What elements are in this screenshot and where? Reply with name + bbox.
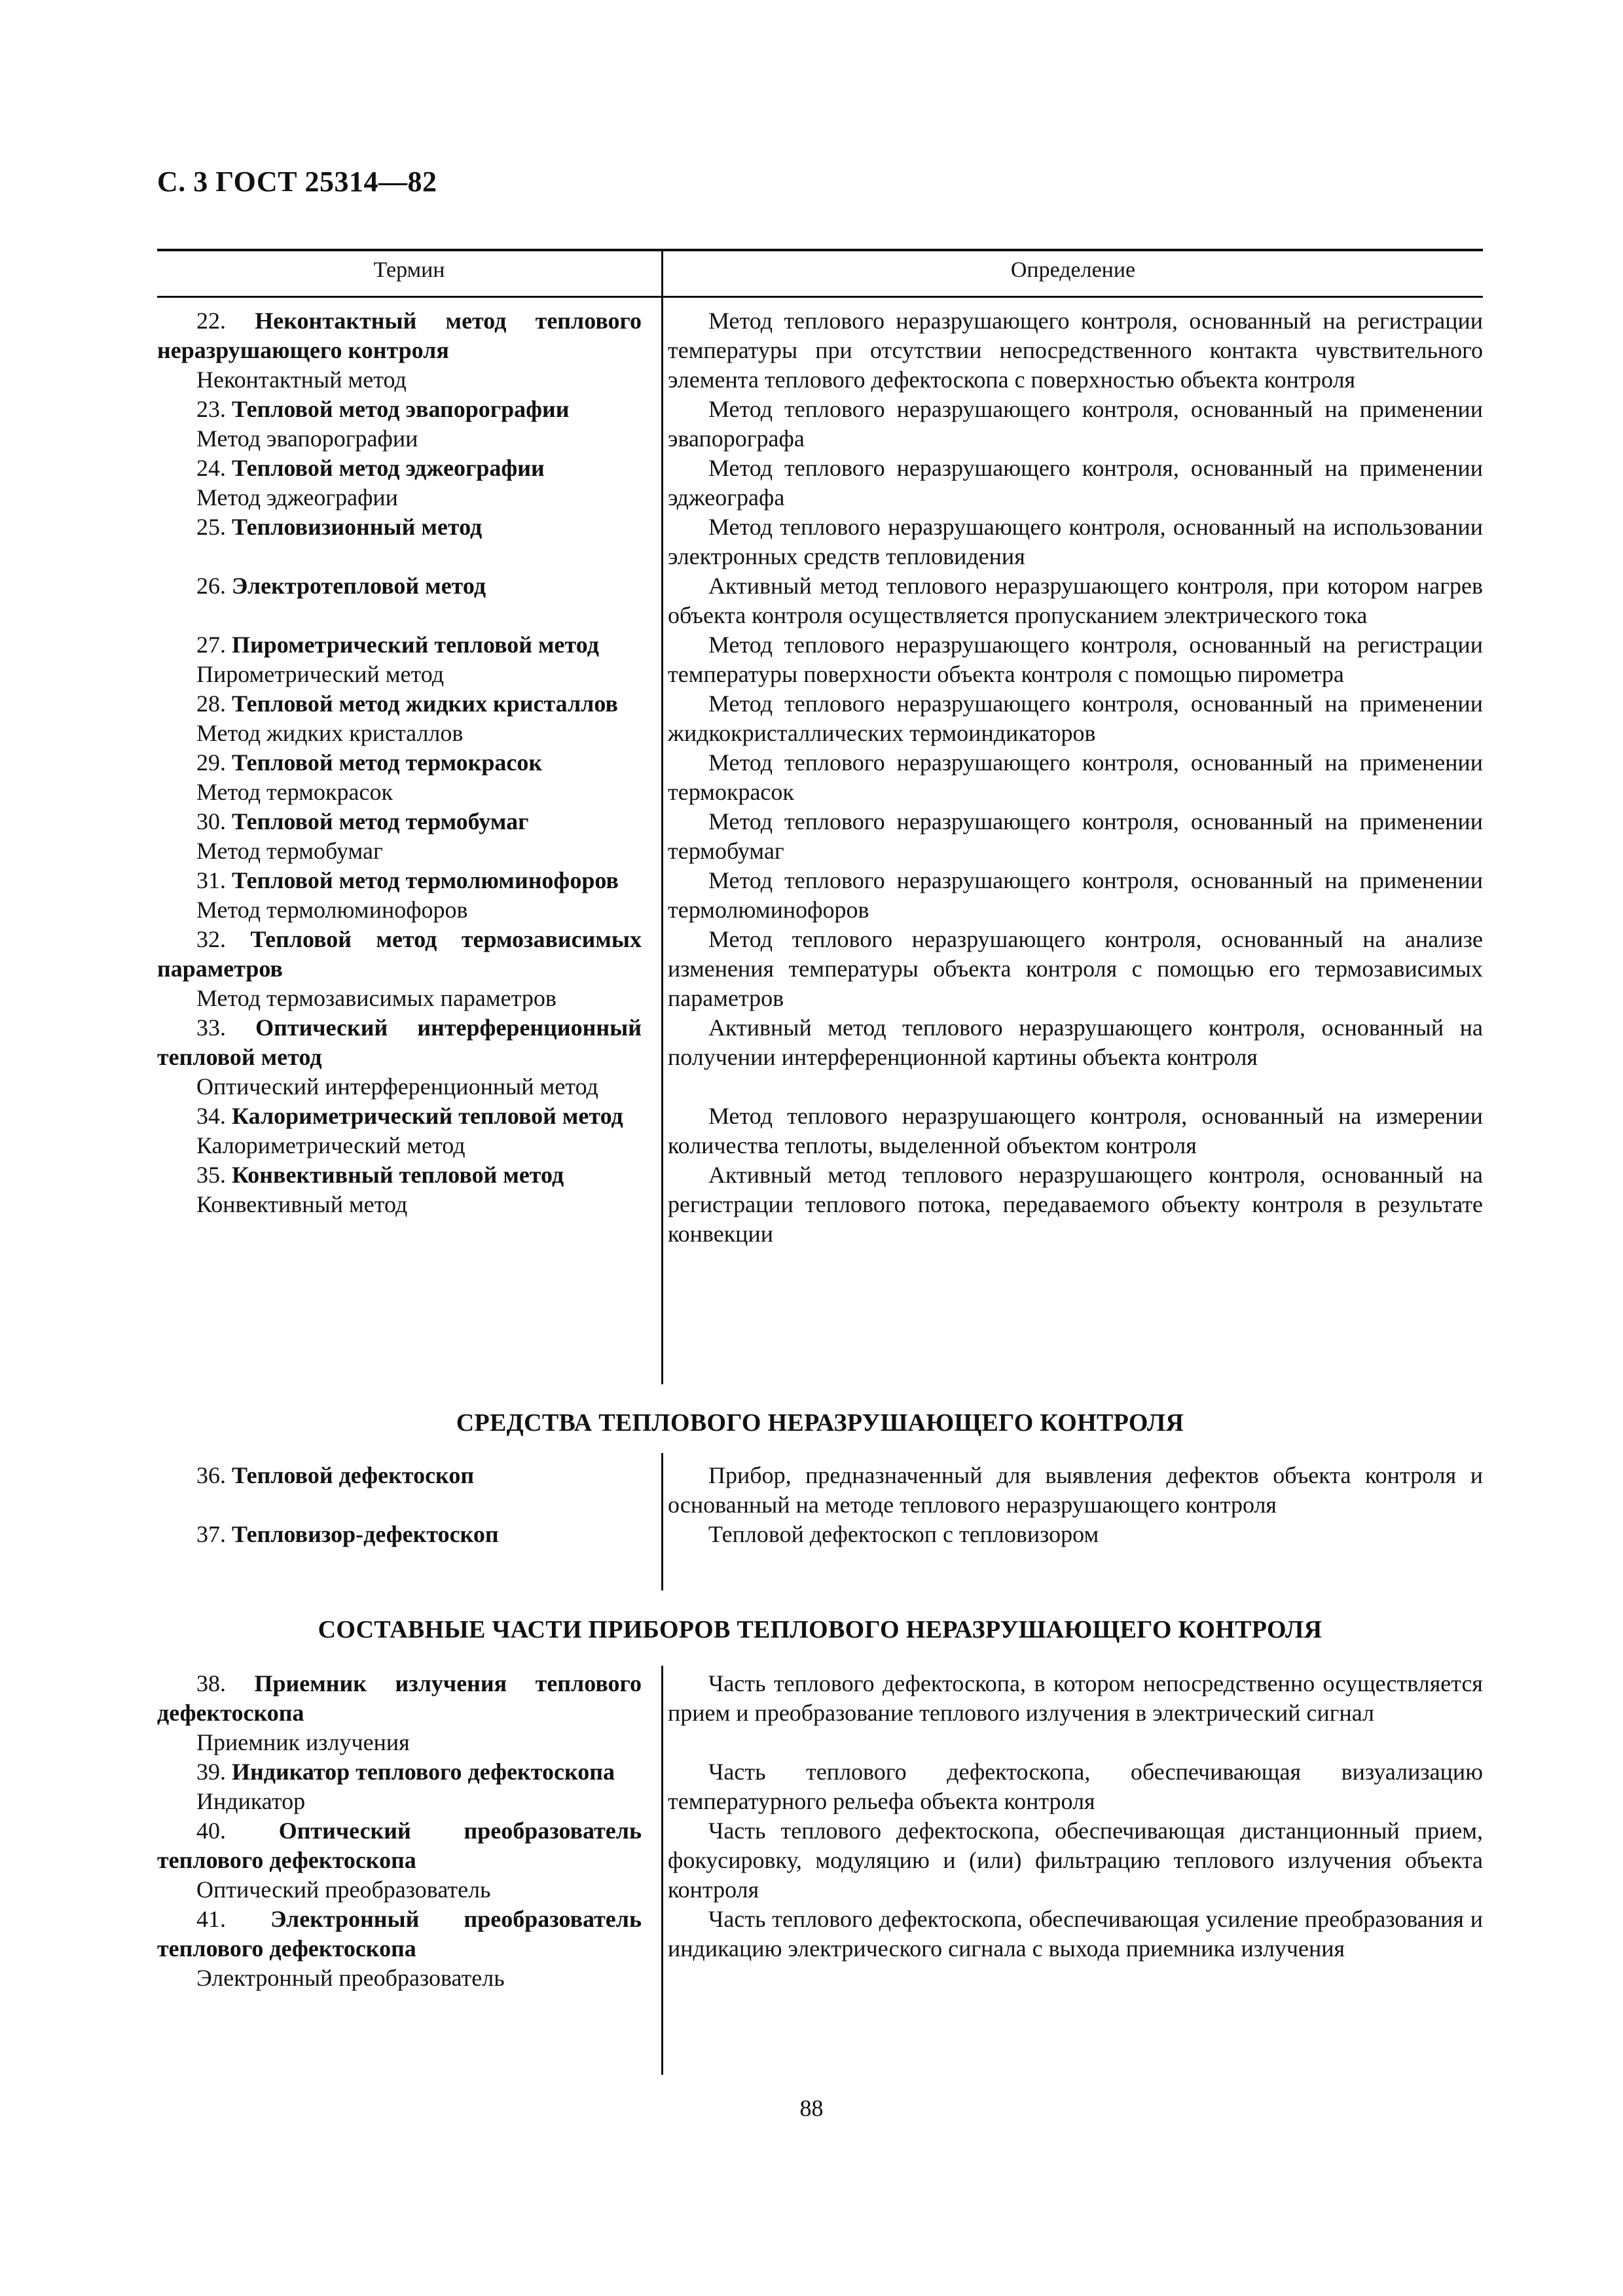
section-title-parts: СОСТАВНЫЕ ЧАСТИ ПРИБОРОВ ТЕПЛОВОГО НЕРАЗРУШАЮЩЕГО КОНТРОЛЯ <box>318 1616 1322 1643</box>
term-cell <box>157 1461 642 1520</box>
term-heading <box>157 630 642 660</box>
term-row <box>157 1013 1483 1102</box>
term-heading <box>157 1160 642 1190</box>
term-short-form: Оптический преобразователь <box>196 1876 491 1903</box>
term-short-form: Неконтактный метод <box>196 367 407 393</box>
definition-cell <box>668 866 1483 925</box>
term-heading <box>157 1816 642 1875</box>
term-heading <box>157 1905 642 1964</box>
definition-cell <box>668 512 1483 571</box>
definition-cell <box>668 925 1483 1013</box>
term-number: 29. <box>196 749 226 776</box>
term-row <box>157 689 1483 748</box>
term-number: 31. <box>196 867 226 893</box>
term-heading <box>157 866 642 895</box>
definition-text: Метод теплового неразрушающего контроля, основанный на использовании электронных средств тепловидения <box>668 514 1483 569</box>
definition-cell <box>668 1816 1483 1905</box>
definition-cell <box>668 689 1483 748</box>
term-name: Тепловой метод термолюминофоров <box>232 867 619 893</box>
term-short-form: Конвективный метод <box>196 1191 408 1217</box>
term-name: Неконтактный метод теплового неразрушающего контроля <box>157 308 642 363</box>
term-cell <box>157 1160 642 1249</box>
term-name: Тепловизионный метод <box>232 514 483 540</box>
term-row <box>157 306 1483 395</box>
definition-cell <box>668 748 1483 807</box>
term-short-form: Приемник излучения <box>196 1729 410 1755</box>
definition-cell <box>668 306 1483 395</box>
definition-text: Активный метод теплового неразрушающего контроля, при котором нагрев объекта контроля осуществляется пропусканием электрического тока <box>668 573 1483 628</box>
term-heading <box>157 1013 642 1072</box>
definition-text: Метод теплового неразрушающего контроля, основанный на применении жидкокристаллических термоиндикаторов <box>668 691 1483 746</box>
term-name: Тепловой метод жидких кристаллов <box>232 691 618 717</box>
definition-text: Метод теплового неразрушающего контроля, основанный на применении эвапорографа <box>668 396 1483 452</box>
term-cell <box>157 866 642 925</box>
term-row <box>157 630 1483 689</box>
term-name: Приемник излучения теплового дефектоскопа <box>157 1670 642 1726</box>
definition-text: Метод теплового неразрушающего контроля, основанный на применении термокрасок <box>668 749 1483 805</box>
term-cell <box>157 689 642 748</box>
term-name: Электронный преобразователь теплового дефектоскопа <box>157 1906 642 1962</box>
definition-cell <box>668 1669 1483 1757</box>
term-name: Тепловой метод термокрасок <box>232 749 543 776</box>
term-heading <box>157 807 642 836</box>
term-cell <box>157 807 642 866</box>
definition-cell <box>668 630 1483 689</box>
term-short-form: Метод эвапорографии <box>196 425 418 452</box>
term-heading <box>157 454 642 483</box>
term-number: 24. <box>196 455 226 481</box>
term-number: 41. <box>196 1906 226 1932</box>
term-name: Индикатор теплового дефектоскопа <box>232 1759 615 1785</box>
term-row <box>157 866 1483 925</box>
table-top-rule <box>157 249 1483 251</box>
term-cell <box>157 454 642 512</box>
term-row <box>157 1461 1483 1520</box>
term-number: 40. <box>196 1818 226 1844</box>
term-name: Калориметрический тепловой метод <box>232 1103 623 1129</box>
term-cell <box>157 1757 642 1816</box>
definition-text: Часть теплового дефектоскопа, обеспечивающая усиление преобразования и индикацию электрического сигнала с выхода приемника излучения <box>668 1906 1483 1962</box>
term-row <box>157 925 1483 1013</box>
term-cell <box>157 748 642 807</box>
term-short-form: Метод термозависимых параметров <box>196 985 556 1011</box>
term-short-form: Индикатор <box>196 1788 306 1814</box>
term-row <box>157 1816 1483 1905</box>
term-row <box>157 454 1483 512</box>
term-heading <box>157 1669 642 1728</box>
term-cell <box>157 395 642 454</box>
definition-text: Метод теплового неразрушающего контроля, основанный на измерении количества теплоты, выделенной объектом контроля <box>668 1103 1483 1158</box>
definition-cell <box>668 454 1483 512</box>
definition-cell <box>668 571 1483 630</box>
definition-text: Активный метод теплового неразрушающего контроля, основанный на регистрации теплового потока, передаваемого объекту контроля в результате конвекции <box>668 1162 1483 1247</box>
term-name: Оптический интерференционный тепловой метод <box>157 1014 642 1070</box>
term-number: 23. <box>196 396 226 422</box>
definition-cell <box>668 395 1483 454</box>
term-name: Тепловой метод эвапорографии <box>232 396 570 422</box>
definition-text: Часть теплового дефектоскопа, в котором непосредственно осуществляется прием и преобразование теплового излучения в электрический сигнал <box>668 1670 1483 1726</box>
term-number: 27. <box>196 632 226 658</box>
definition-cell <box>668 1905 1483 1993</box>
definition-text: Тепловой дефектоскоп с тепловизором <box>708 1521 1099 1547</box>
term-number: 26. <box>196 573 226 599</box>
term-row <box>157 1669 1483 1757</box>
term-heading <box>157 1102 642 1131</box>
term-cell <box>157 925 642 1013</box>
term-name: Тепловой дефектоскоп <box>232 1462 475 1488</box>
term-number: 38. <box>196 1670 226 1696</box>
term-cell <box>157 512 642 571</box>
term-row <box>157 395 1483 454</box>
term-row <box>157 1905 1483 1993</box>
term-number: 33. <box>196 1014 226 1041</box>
term-row <box>157 1520 1483 1549</box>
definition-cell <box>668 1461 1483 1520</box>
column-header-definition: Определение <box>1010 258 1136 282</box>
term-cell <box>157 1520 642 1549</box>
term-name: Электротепловой метод <box>232 573 486 599</box>
definition-cell <box>668 1520 1483 1549</box>
term-name: Тепловой метод термозависимых параметров <box>157 926 642 982</box>
term-heading <box>157 395 642 424</box>
section-title-tools: СРЕДСТВА ТЕПЛОВОГО НЕРАЗРУШАЮЩЕГО КОНТРОЛЯ <box>456 1409 1184 1437</box>
definition-text: Часть теплового дефектоскопа, обеспечивающая визуализацию температурного рельефа объекта контроля <box>668 1759 1483 1814</box>
page-header: С. 3 ГОСТ 25314—82 <box>157 166 437 198</box>
term-heading <box>157 925 642 984</box>
term-row <box>157 1757 1483 1816</box>
term-heading <box>157 306 642 365</box>
definition-text: Метод теплового неразрушающего контроля, основанный на применении термолюминофоров <box>668 867 1483 923</box>
term-number: 39. <box>196 1759 226 1785</box>
terms-table-parts <box>157 1669 1483 1993</box>
term-cell <box>157 1905 642 1993</box>
definition-cell <box>668 1013 1483 1102</box>
page-number: 88 <box>799 2095 824 2121</box>
term-row <box>157 1160 1483 1249</box>
term-number: 35. <box>196 1162 226 1188</box>
term-name: Конвективный тепловой метод <box>232 1162 564 1188</box>
term-name: Тепловой метод термобумаг <box>232 808 529 834</box>
term-number: 30. <box>196 808 226 834</box>
term-short-form: Оптический интерференционный метод <box>196 1073 598 1100</box>
term-row <box>157 512 1483 571</box>
definition-text: Метод теплового неразрушающего контроля, основанный на применении эджеографа <box>668 455 1483 511</box>
term-number: 37. <box>196 1521 226 1547</box>
definition-cell <box>668 1102 1483 1160</box>
term-heading <box>157 1757 642 1787</box>
definition-text: Активный метод теплового неразрушающего контроля, основанный на получении интерференционной картины объекта контроля <box>668 1014 1483 1070</box>
terms-table-main <box>157 306 1483 1249</box>
term-cell <box>157 630 642 689</box>
term-name: Пирометрический тепловой метод <box>232 632 599 658</box>
term-row <box>157 748 1483 807</box>
term-number: 22. <box>196 308 226 334</box>
term-heading <box>157 748 642 778</box>
term-short-form: Электронный преобразователь <box>196 1965 505 1991</box>
term-name: Тепловизор-дефектоскоп <box>232 1521 499 1547</box>
term-cell <box>157 1013 642 1102</box>
definition-text: Метод теплового неразрушающего контроля, основанный на регистрации температуры поверхности объекта контроля с помощью пирометра <box>668 632 1483 687</box>
term-cell <box>157 1669 642 1757</box>
definition-text: Прибор, предназначенный для выявления дефектов объекта контроля и основанный на методе теплового неразрушающего контроля <box>668 1462 1483 1518</box>
term-short-form: Метод эджеографии <box>196 484 398 511</box>
term-name: Тепловой метод эджеографии <box>232 455 545 481</box>
term-short-form: Пирометрический метод <box>196 661 445 687</box>
term-number: 25. <box>196 514 226 540</box>
definition-text: Метод теплового неразрушающего контроля, основанный на регистрации температуры при отсутствии непосредственного контакта чувствительного элемента теплового дефектоскопа с поверхностью объекта контроля <box>668 308 1483 393</box>
terms-table-tools <box>157 1461 1483 1549</box>
term-heading <box>157 1520 642 1549</box>
term-short-form: Метод термокрасок <box>196 779 393 805</box>
term-short-form: Метод жидких кристаллов <box>196 720 464 746</box>
term-number: 28. <box>196 691 226 717</box>
term-cell <box>157 1102 642 1160</box>
term-row <box>157 1102 1483 1160</box>
definition-cell <box>668 807 1483 866</box>
definition-text: Часть теплового дефектоскопа, обеспечивающая дистанционный прием, фокусировку, модуляцию и (или) фильтрацию теплового излучения объекта контроля <box>668 1818 1483 1903</box>
term-cell <box>157 571 642 630</box>
term-heading <box>157 689 642 719</box>
term-cell <box>157 306 642 395</box>
definition-text: Метод теплового неразрушающего контроля, основанный на применении термобумаг <box>668 808 1483 864</box>
term-short-form: Метод термобумаг <box>196 838 383 864</box>
definition-cell <box>668 1160 1483 1249</box>
term-cell <box>157 1816 642 1905</box>
term-number: 36. <box>196 1462 226 1488</box>
term-heading <box>157 512 642 542</box>
column-header-term: Термин <box>373 258 445 282</box>
term-heading <box>157 571 642 601</box>
term-number: 34. <box>196 1103 226 1129</box>
table-header-rule <box>157 296 1483 298</box>
term-number: 32. <box>196 926 226 952</box>
term-row <box>157 807 1483 866</box>
term-name: Оптический преобразователь теплового дефектоскопа <box>157 1818 642 1873</box>
term-short-form: Метод термолюминофоров <box>196 897 468 923</box>
term-short-form: Калориметрический метод <box>196 1132 465 1158</box>
term-heading <box>157 1461 642 1490</box>
definition-text: Метод теплового неразрушающего контроля, основанный на анализе изменения температуры объекта контроля с помощью его термозависимых параметров <box>668 926 1483 1011</box>
definition-cell <box>668 1757 1483 1816</box>
term-row <box>157 571 1483 630</box>
